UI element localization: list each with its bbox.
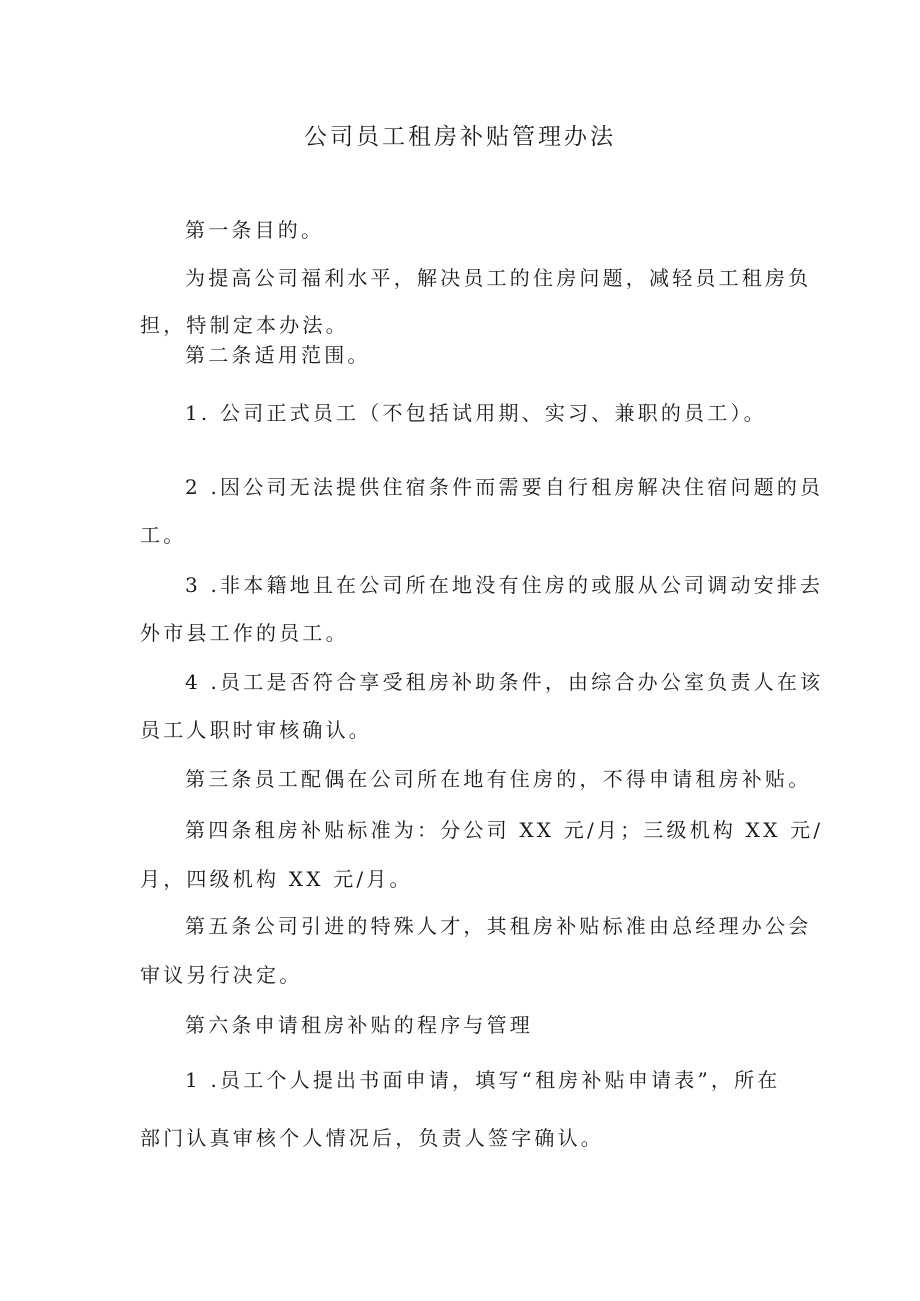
article-1-text-line-2: 担，特制定本办法。 [140, 313, 349, 337]
article-6-item-1-line-1: 1 .员工个人提出书面申请，填写“租房补贴申请表”，所在 [185, 1068, 781, 1092]
article-6-item-1-line-2: 部门认真审核个人情况后，负责人签字确认。 [140, 1126, 604, 1150]
document-title: 公司员工租房补贴管理办法 [304, 124, 616, 150]
article-2-item-2-line-2: 工。 [140, 523, 187, 547]
article-3: 第三条员工配偶在公司所在地有住房的，不得申请租房补贴。 [185, 767, 812, 791]
article-2-item-2-line-1: 2 .因公司无法提供住宿条件而需要自行租房解决住宿问题的员 [185, 475, 824, 499]
article-4-line-2: 月，四级机构 XX 元/月。 [140, 867, 413, 891]
article-2-item-3-line-1: 3 .非本籍地且在公司所在地没有住房的或服从公司调动安排去 [185, 573, 824, 597]
article-2-item-4-line-1: 4 .员工是否符合享受租房补助条件，由综合办公室负责人在该 [185, 670, 824, 694]
article-2-item-3-line-2: 外市县工作的员工。 [140, 621, 349, 645]
article-2-item-1: 1. 公司正式员工（不包括试用期、实习、兼职的员工）。 [185, 401, 767, 425]
article-5-line-1: 第五条公司引进的特殊人才，其租房补贴标准由总经理办公会 [185, 914, 812, 938]
article-1-heading: 第一条目的。 [185, 218, 325, 242]
article-5-line-2: 审议另行决定。 [140, 963, 303, 987]
article-2-heading: 第二条适用范围。 [185, 343, 371, 367]
article-4-line-1: 第四条租房补贴标准为：分公司 XX 元/月；三级机构 XX 元/ [185, 818, 824, 842]
article-6-heading: 第六条申请租房补贴的程序与管理 [185, 1013, 533, 1037]
article-2-item-4-line-2: 员工人职时审核确认。 [140, 718, 372, 742]
article-1-text-line-1: 为提高公司福利水平，解决员工的住房问题，减轻员工租房负 [185, 266, 812, 290]
